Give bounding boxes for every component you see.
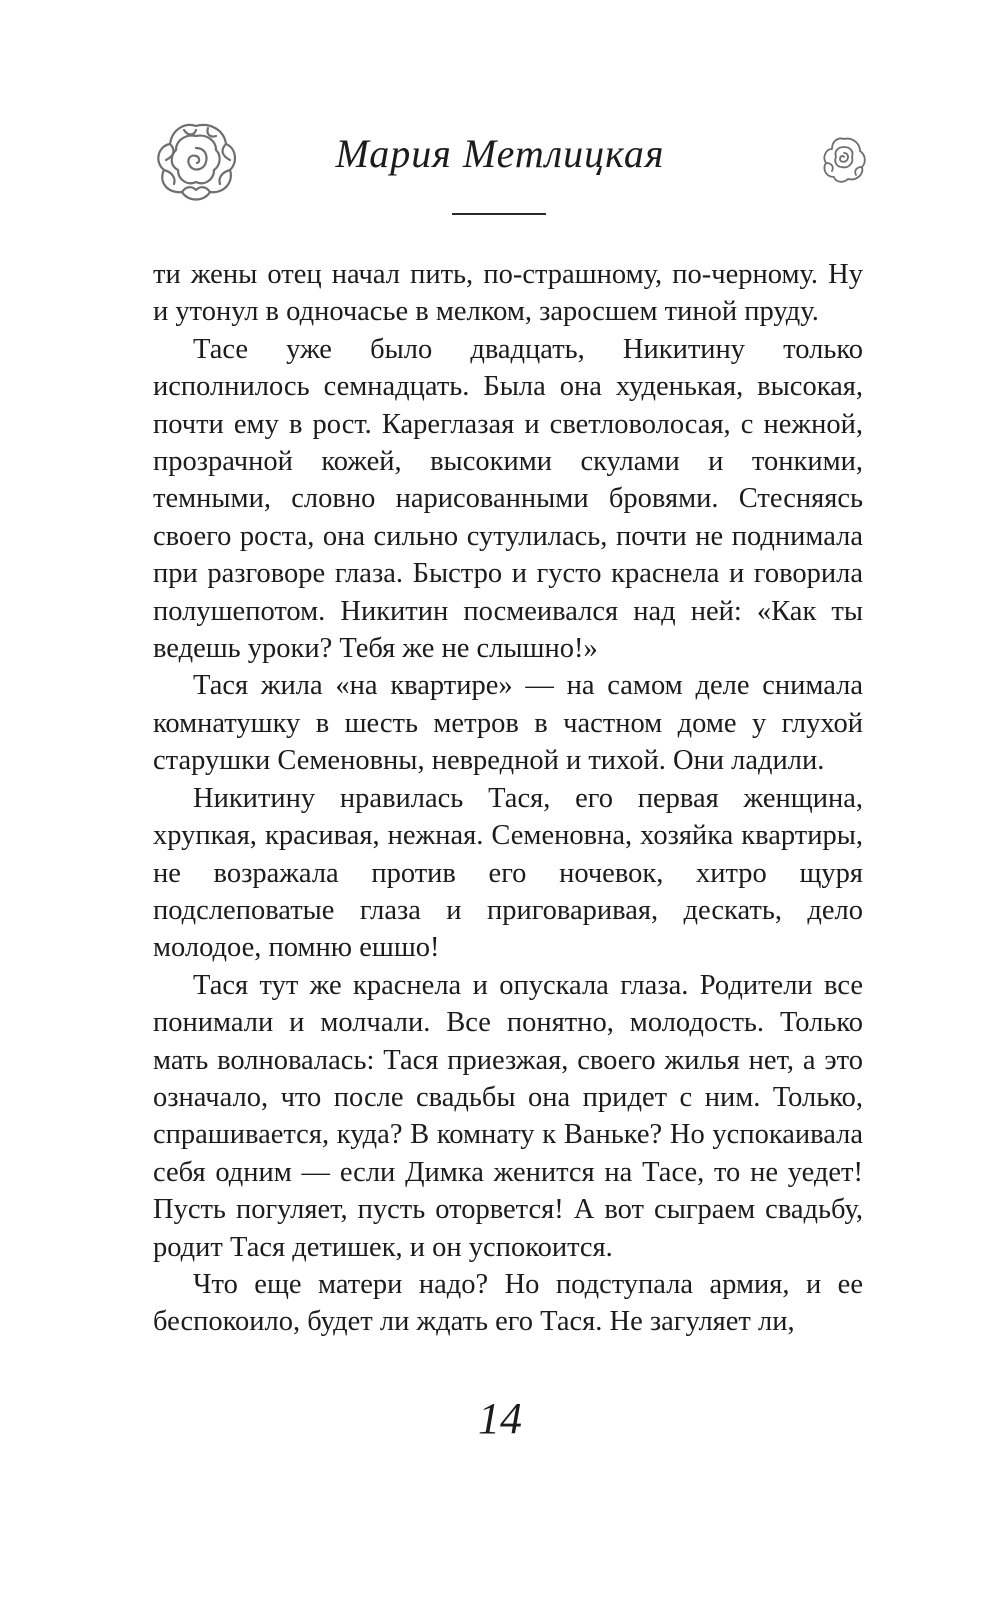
body-text bbox=[153, 256, 863, 1341]
paragraph: Что еще матери надо? Но подступала армия, и ее беспокоило, будет ли ждать его Тася. Не загуляет ли, bbox=[153, 1268, 863, 1338]
page-number: 14 bbox=[478, 1394, 522, 1443]
paragraph: Тася жила «на квартире» — на самом деле снимала комнатушку в шесть метров в частном доме у глухой старушки Семеновны, невредной и тихой. Они ладили. bbox=[153, 670, 863, 777]
paragraph: Тасе уже было двадцать, Никитину только исполнилось семнадцать. Была она худенькая, высокая, почти ему в рост. Кареглазая и светловолосая, с нежной, прозрачной кожей, высокими скулами и тонкими, темными, словно нарисованными бровями. Стесняясь своего роста, она сильно сутулилась, почти не поднимала при разговоре глаза. Быстро и густо краснела и говорила полушепотом. Никитин посмеивался над ней: «Как ты ведешь уроки? Тебя же не слышно!» bbox=[153, 333, 863, 665]
paragraph: Тася тут же краснела и опускала глаза. Родители все понимали и молчали. Все понятно, молодость. Только мать волновалась: Тася приезжая, своего жилья нет, а это означало, что после свадьбы она придет с ним. Только, спрашивается, куда? В комнату к Ваньке? Но успокаивала себя одним — если Димка женится на Тасе, то не уедет! Пусть погуляет, пусть оторвется! А вот сыграем свадьбу, родит Тася детишек, и он успокоится. bbox=[153, 969, 863, 1263]
paragraph: Никитину нравилась Тася, его первая женщина, хрупкая, красивая, нежная. Семеновна, хозяйка квартиры, не возражала против его ночевок, хитро щуря подслеповатые глаза и приговаривая, дескать, дело молодое, помню ешшо! bbox=[153, 782, 863, 964]
header-divider bbox=[452, 213, 546, 215]
running-head-author: Мария Метлицкая bbox=[335, 131, 665, 176]
paragraph: ти жены отец начал пить, по-страшному, по-черному. Ну и утонул в одночасье в мелком, заросшем тиной пруду. bbox=[153, 259, 863, 328]
